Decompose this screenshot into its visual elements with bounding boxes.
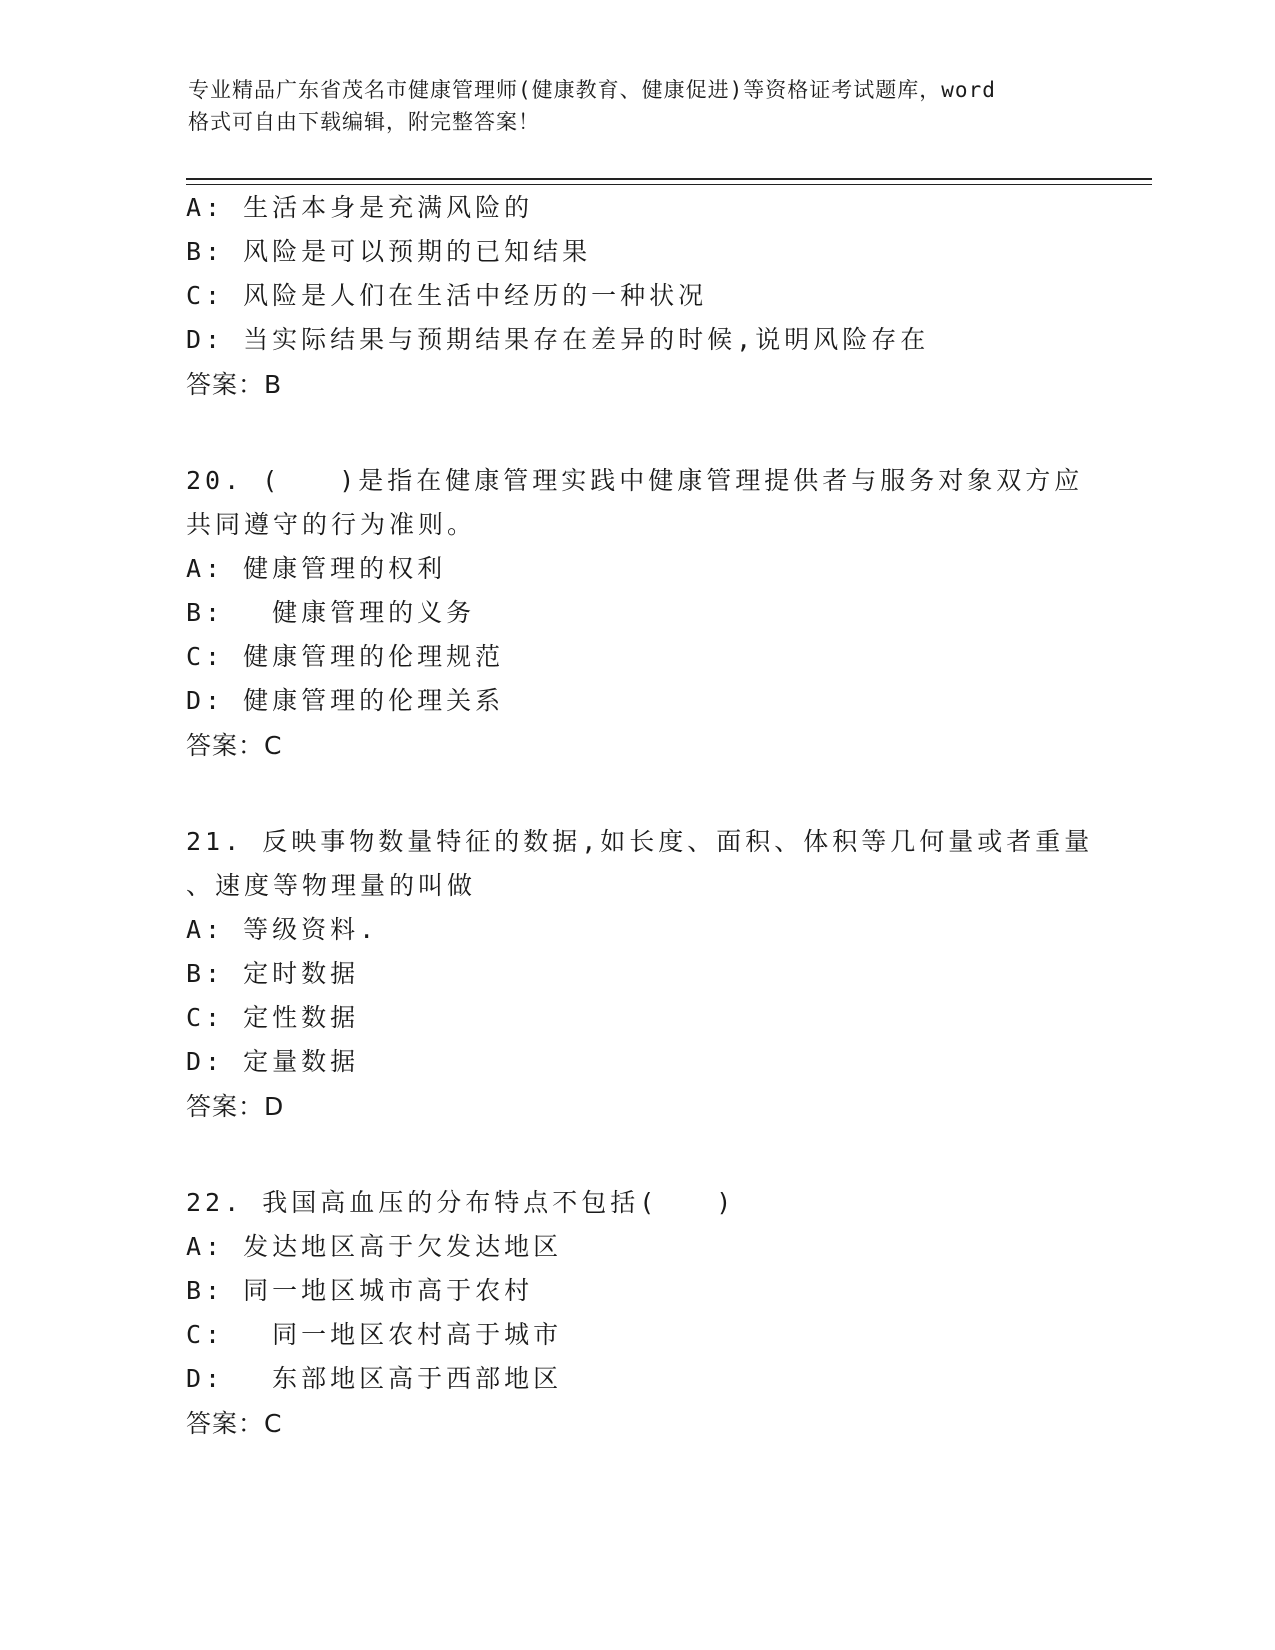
q20-stem-line-2: 共同遵守的行为准则。 <box>186 510 477 539</box>
q22-answer: 答案：C <box>186 1409 283 1438</box>
header-divider-thin <box>186 184 1152 185</box>
q20-stem-line-1: 20. ( )是指在健康管理实践中健康管理提供者与服务对象双方应 <box>186 466 1084 495</box>
q22-option-d: D: 东部地区高于西部地区 <box>186 1364 563 1393</box>
q22-option-c: C: 同一地区农村高于城市 <box>186 1320 563 1349</box>
q19-option-a: A: 生活本身是充满风险的 <box>186 193 534 222</box>
q21-answer: 答案：D <box>186 1092 285 1121</box>
q19-option-c: C: 风险是人们在生活中经历的一种状况 <box>186 281 708 310</box>
q21-option-b: B: 定时数据 <box>186 959 360 988</box>
header-divider-thick <box>186 178 1152 180</box>
q20-option-b: B: 健康管理的义务 <box>186 598 476 627</box>
document-header <box>188 74 1108 138</box>
q21-stem-line-1: 21. 反映事物数量特征的数据,如长度、面积、体积等几何量或者重量 <box>186 827 1094 856</box>
q21-stem-line-2: 、速度等物理量的叫做 <box>186 871 477 900</box>
q21-option-c: C: 定性数据 <box>186 1003 360 1032</box>
q21-option-a: A: 等级资料. <box>186 915 379 944</box>
q20-option-d: D: 健康管理的伦理关系 <box>186 686 505 715</box>
header-line-2: 格式可自由下载编辑，附完整答案！ <box>188 110 540 134</box>
q19-option-b: B: 风险是可以预期的已知结果 <box>186 237 592 266</box>
q19-answer: 答案：B <box>186 370 283 399</box>
q20-answer: 答案：C <box>186 731 283 760</box>
q20-option-c: C: 健康管理的伦理规范 <box>186 642 505 671</box>
q22-stem-line-1: 22. 我国高血压的分布特点不包括( ) <box>186 1188 736 1217</box>
q20-option-a: A: 健康管理的权利 <box>186 554 447 583</box>
q22-option-a: A: 发达地区高于欠发达地区 <box>186 1232 563 1261</box>
q19-option-d: D: 当实际结果与预期结果存在差异的时候,说明风险存在 <box>186 325 930 354</box>
q21-option-d: D: 定量数据 <box>186 1047 360 1076</box>
q22-option-b: B: 同一地区城市高于农村 <box>186 1276 534 1305</box>
header-line-1: 专业精品广东省茂名市健康管理师(健康教育、健康促进)等资格证考试题库，word <box>188 78 996 102</box>
